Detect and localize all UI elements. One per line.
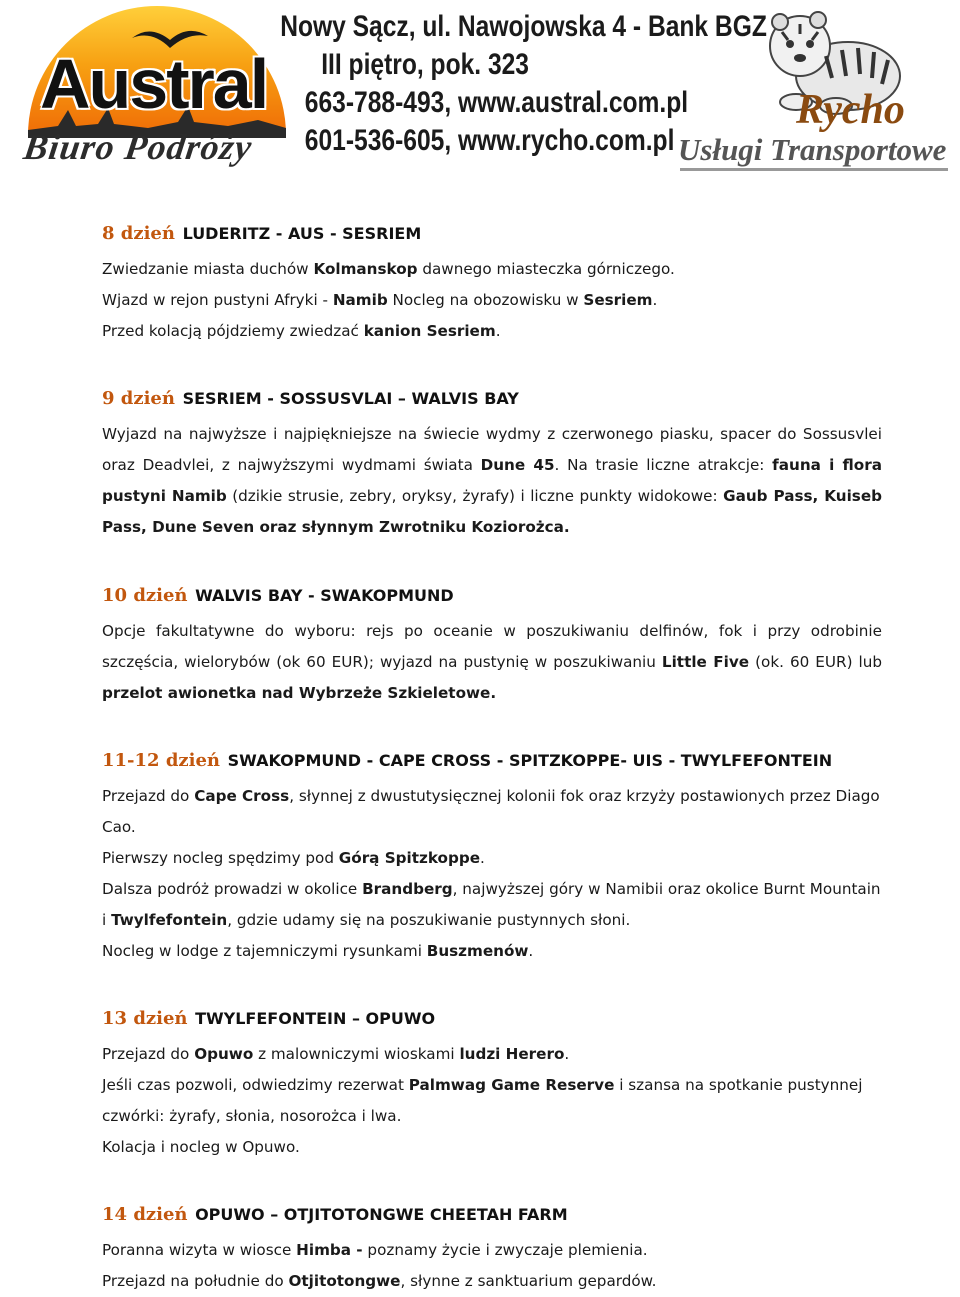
body-text: Wjazd w rejon pustyni Afryki - <box>102 291 333 309</box>
day-number: 8 dzień <box>102 223 175 244</box>
austral-contact-line: 663-788-493, www.austral.com.pl <box>304 86 689 119</box>
austral-brand: Austral <box>40 45 268 123</box>
body-text: , najwyższej góry w Namibii oraz okolice Burnt Mountain i <box>102 880 881 929</box>
body-text: Zwiedzanie miasta duchów <box>102 260 314 278</box>
day-heading <box>102 751 882 771</box>
highlight-text: Palmwag Game Reserve <box>408 1076 615 1094</box>
body-text: Przed kolacją pójdziemy zwiedzać <box>102 322 364 340</box>
day-heading <box>102 389 882 409</box>
day-paragraph <box>102 285 882 316</box>
body-text: , słynne z sanktuarium gepardów. <box>400 1272 657 1290</box>
highlight-text: kanion Sesriem <box>363 322 496 340</box>
highlight-text: Little Five <box>661 653 750 671</box>
body-text: Nocleg w lodge z tajemniczymi rysunkami <box>102 942 427 960</box>
highlight-text: Namib <box>332 291 388 309</box>
body-text: Jeśli czas pozwoli, odwiedzimy rezerwat <box>102 1076 409 1094</box>
day-paragraph <box>102 419 882 543</box>
highlight-text: Otjitotongwe <box>288 1272 401 1290</box>
highlight-text: Himba - <box>296 1241 363 1259</box>
day-paragraph <box>102 1266 882 1297</box>
day-paragraph <box>102 874 882 936</box>
highlight-text: Kolmanskop <box>313 260 418 278</box>
day-route: TWYLFEFONTEIN – OPUWO <box>195 1009 436 1028</box>
day-number: 13 dzień <box>102 1008 188 1029</box>
rycho-contact-line: 601-536-605, www.rycho.com.pl <box>304 124 675 157</box>
body-text: z malowniczymi wioskami <box>253 1045 460 1063</box>
day-number: 9 dzień <box>102 388 175 409</box>
body-text: Przejazd na południe do <box>102 1272 289 1290</box>
austral-tagline: Biuro Podróży <box>21 127 255 167</box>
highlight-text: Górą Spitzkoppe <box>338 849 481 867</box>
body-text: . <box>480 849 485 867</box>
day-paragraph <box>102 616 882 709</box>
highlight-text: Gaub Pass, Kuiseb Pass, Dune Seven oraz słynnym Zwrotniku Koziorożca. <box>102 487 882 536</box>
body-text: , słynnej z dwustutysięcznej kolonii fok oraz krzyży postawionych przez Diago Cao. <box>102 787 880 836</box>
day-section-14 <box>102 1205 882 1297</box>
day-route: WALVIS BAY - SWAKOPMUND <box>195 586 454 605</box>
body-text: . <box>495 322 501 340</box>
day-route: SWAKOPMUND - CAPE CROSS - SPITZKOPPE- UIS - TWYLFEFONTEIN <box>227 751 833 770</box>
body-text: Przejazd do <box>102 787 195 805</box>
rycho-brand: Rycho <box>796 87 905 133</box>
body-text: Poranna wizyta w wiosce <box>102 1241 297 1259</box>
body-text: (ok. 60 EUR) lub <box>749 653 882 671</box>
body-text: . <box>652 291 658 309</box>
body-text: Pierwszy nocleg spędzimy pod <box>102 849 339 867</box>
austral-logo <box>10 4 300 174</box>
body-text: Przejazd do <box>102 1045 195 1063</box>
day-route: OPUWO – OTJITOTONGWE CHEETAH FARM <box>195 1205 568 1224</box>
day-paragraph <box>102 1235 882 1266</box>
floor-line: III piętro, pok. 323 <box>321 48 529 81</box>
day-paragraph <box>102 316 882 347</box>
body-text: Wyjazd na najwyższe i najpiękniejsze na świecie wydmy z czerwonego piasku, spacer do Sossusvlei oraz Deadvlei, z najwyższymi wydmami świata <box>102 425 882 474</box>
body-text: , gdzie udamy się na poszukiwanie pustynnych słoni. <box>227 911 631 929</box>
day-heading <box>102 1205 882 1225</box>
highlight-text: fauna i flora pustyni Namib <box>102 456 882 505</box>
day-heading <box>102 224 882 244</box>
highlight-text: przelot awionetka nad Wybrzeże Szkieletowe. <box>102 684 497 702</box>
letterhead <box>0 0 960 182</box>
day-number: 11-12 dzień <box>102 750 221 771</box>
body-text: . <box>528 942 534 960</box>
rycho-tagline: Usługi Transportowe <box>678 132 947 167</box>
highlight-text: Sesriem <box>583 291 653 309</box>
contact-block <box>272 8 767 160</box>
day-section-13 <box>102 1009 882 1163</box>
day-paragraph <box>102 1039 882 1070</box>
divider <box>680 168 948 171</box>
highlight-text: ludzi Herero <box>459 1045 565 1063</box>
day-paragraph <box>102 843 882 874</box>
day-heading <box>102 586 882 606</box>
address-line: Nowy Sącz, ul. Nawojowska 4 - Bank BGZ <box>280 10 767 43</box>
body-text: Nocleg na obozowisku w <box>387 291 584 309</box>
day-section-8 <box>102 224 882 347</box>
day-section-9 <box>102 389 882 543</box>
day-route: LUDERITZ - AUS - SESRIEM <box>182 224 422 243</box>
day-paragraph <box>102 254 882 285</box>
highlight-text: Dune 45 <box>480 456 555 474</box>
day-section-10 <box>102 586 882 709</box>
body-text: poznamy życie i zwyczaje plemienia. <box>362 1241 648 1259</box>
day-paragraph <box>102 936 882 967</box>
body-text: . Na trasie liczne atrakcje: <box>554 456 773 474</box>
body-text: Kolacja i nocleg w Opuwo. <box>102 1138 300 1156</box>
day-number: 10 dzień <box>102 585 188 606</box>
highlight-text: Opuwo <box>194 1045 254 1063</box>
day-route: SESRIEM - SOSSUSVLAI – WALVIS BAY <box>182 389 519 408</box>
body-text: dawnego miasteczka górniczego. <box>417 260 675 278</box>
day-paragraph <box>102 1132 882 1163</box>
highlight-text: Buszmenów <box>426 942 529 960</box>
rycho-logo <box>676 4 956 179</box>
day-heading <box>102 1009 882 1029</box>
body-text: i szansa na spotkanie pustynnej czwórki: żyrafy, słonia, nosorożca i lwa. <box>102 1076 863 1125</box>
highlight-text: Twylfefontein <box>111 911 228 929</box>
body-text: (dzikie strusie, zebry, oryksy, żyrafy) i liczne punkty widokowe: <box>226 487 724 505</box>
body-text: Dalsza podróż prowadzi w okolice <box>102 880 363 898</box>
body-text: Opcje fakultatywne do wyboru: rejs po oceanie w poszukiwaniu delfinów, fok i przy odrobinie szczęścia, wielorybów (ok 60 EUR); wyjazd na pustynię w poszukiwaniu <box>102 622 882 671</box>
day-paragraph <box>102 1070 882 1132</box>
highlight-text: Brandberg <box>362 880 453 898</box>
body-text: . <box>564 1045 570 1063</box>
day-section-11-12 <box>102 751 882 967</box>
highlight-text: Cape Cross <box>194 787 290 805</box>
day-paragraph <box>102 781 882 843</box>
day-number: 14 dzień <box>102 1204 188 1225</box>
